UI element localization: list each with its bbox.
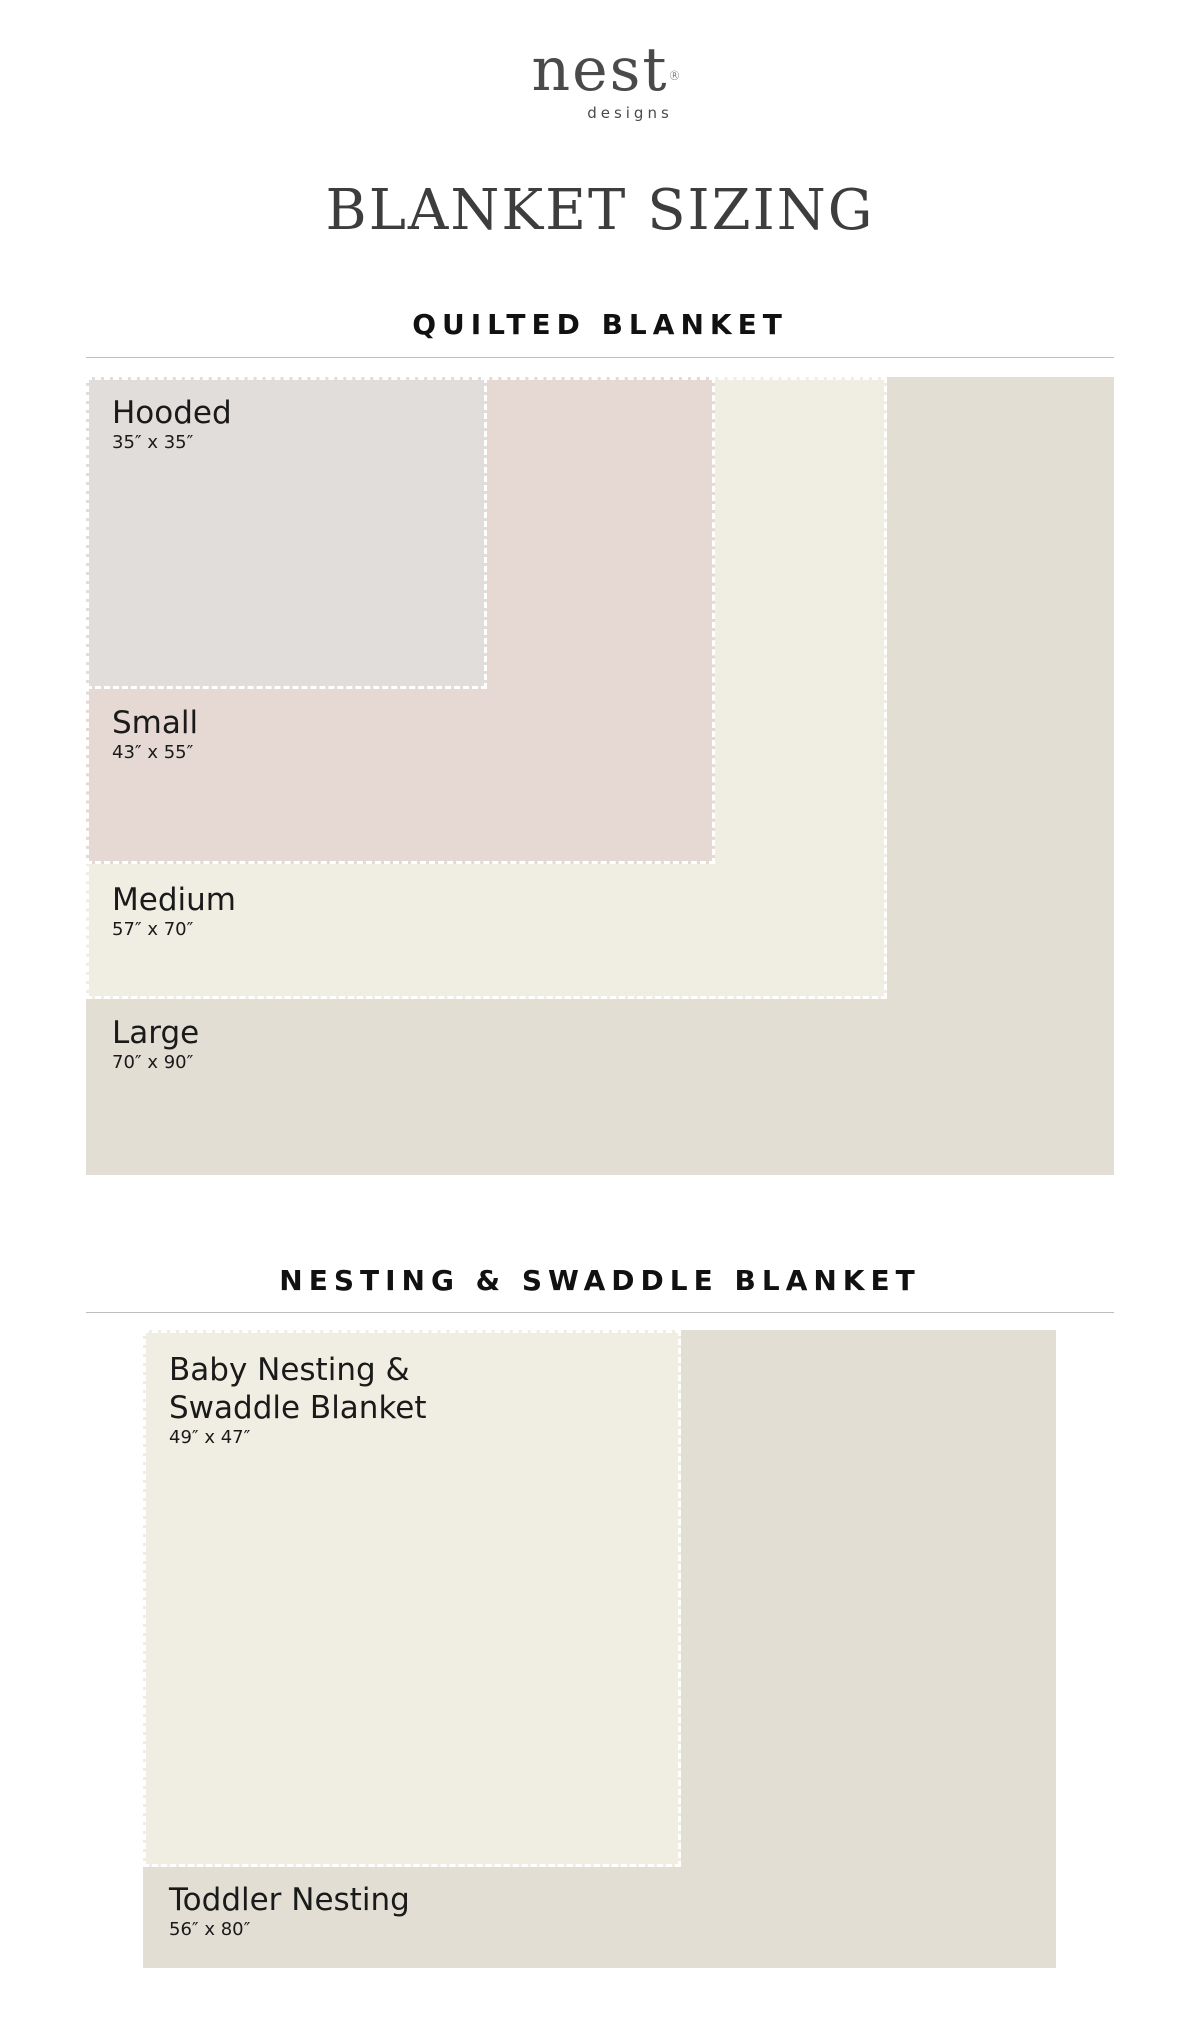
brand-logo — [0, 35, 1200, 122]
baby-nesting-dimensions: 49″ x 47″ — [169, 1427, 251, 1448]
logo-subtitle: designs — [587, 104, 673, 122]
quilted-section-heading: QUILTED BLANKET — [412, 308, 788, 341]
large-name: Large — [112, 1015, 200, 1051]
nesting-divider — [86, 1312, 1114, 1313]
baby-nesting-label — [169, 1351, 427, 1449]
logo-word: nest — [531, 35, 669, 105]
medium-name: Medium — [112, 882, 236, 918]
large-dimensions: 70″ x 90″ — [112, 1052, 194, 1073]
hooded-label — [112, 394, 232, 454]
hooded-dimensions: 35″ x 35″ — [112, 432, 194, 453]
page-title: BLANKET SIZING — [325, 178, 875, 243]
toddler-nesting-name: Toddler Nesting — [169, 1882, 410, 1918]
logo-wordmark — [531, 35, 683, 105]
small-name: Small — [112, 705, 199, 741]
baby-nesting-name: Baby Nesting & Swaddle Blanket — [169, 1352, 427, 1426]
nesting-section-heading: NESTING & SWADDLE BLANKET — [279, 1264, 921, 1297]
registered-mark: ® — [668, 69, 683, 83]
hooded-name: Hooded — [112, 395, 232, 431]
large-label — [112, 1014, 199, 1074]
toddler-nesting-dimensions: 56″ x 80″ — [169, 1919, 251, 1940]
small-label — [112, 704, 198, 764]
medium-dimensions: 57″ x 70″ — [112, 919, 194, 940]
quilted-divider — [86, 357, 1114, 358]
medium-label — [112, 881, 236, 941]
small-dimensions: 43″ x 55″ — [112, 742, 194, 763]
toddler-nesting-label — [169, 1881, 410, 1941]
